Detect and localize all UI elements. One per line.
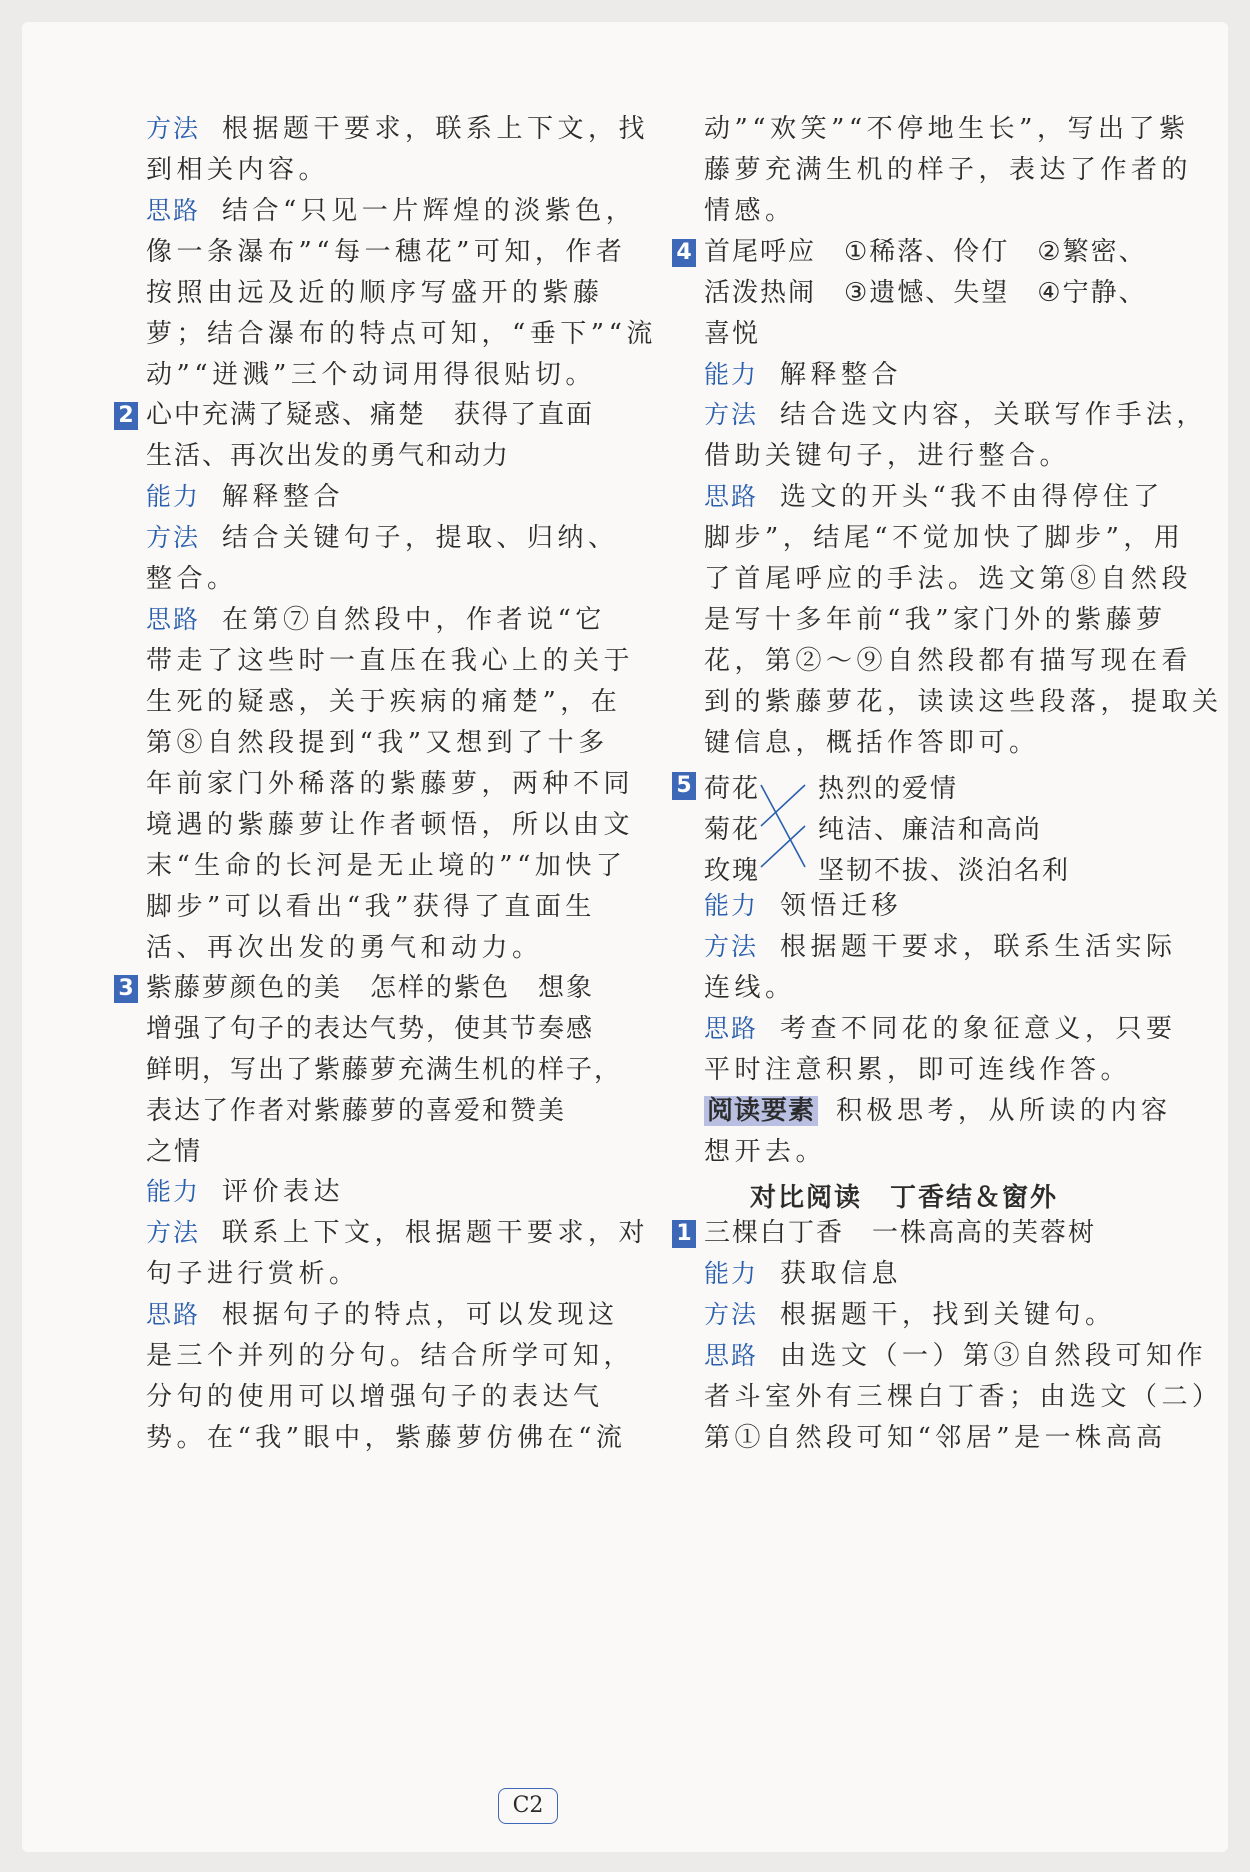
q3-cont-line-1: 动”“欢笑”“不停地生长”，写出了紫 — [704, 114, 1190, 144]
q3-ability: 能力 评价表达 — [146, 1177, 345, 1207]
q2-thinking-line-6: 境遇的紫藤萝让作者顿悟，所以由文 — [146, 810, 635, 840]
q1-thinking-line-2: 像一条瀑布”“每一穗花”可知，作者 — [146, 237, 627, 267]
meaning-purity: 纯洁、廉洁和高尚 — [818, 815, 1043, 845]
q2-thinking-line-8: 脚步”可以看出“我”获得了直面生 — [146, 892, 596, 922]
q2-answer-line-2: 生活、再次出发的勇气和动力 — [146, 441, 511, 471]
q5-ability: 能力 领悟迁移 — [704, 891, 903, 921]
s1-thinking-line-2: 者斗室外有三棵白丁香；由选文（二） — [704, 1382, 1223, 1412]
question-number-badge: 5 — [672, 772, 696, 800]
q2-thinking-line-7: 末“生命的长河是无止境的”“加快了 — [146, 851, 627, 881]
q1-thinking-line-4: 萝；结合瀑布的特点可知，“垂下”“流 — [146, 319, 657, 349]
s1-method: 方法 根据题干，找到关键句。 — [704, 1300, 1116, 1330]
q3-thinking-line-2: 是三个并列的分句。结合所学可知， — [146, 1341, 635, 1371]
page-number: C2 — [498, 1788, 558, 1824]
q2-thinking-line-9: 活、再次出发的勇气和动力。 — [146, 933, 543, 963]
q4-thinking-line-3: 了首尾呼应的手法。选文第⑧自然段 — [704, 564, 1193, 594]
q2-ability: 能力 解释整合 — [146, 482, 345, 512]
q2-method-line-1: 方法 结合关键句子，提取、归纳、 — [146, 523, 619, 553]
match-line-rose — [761, 826, 805, 867]
match-line-chrysanthemum — [761, 785, 805, 826]
q1-method-line-1: 方法 根据题干要求，联系上下文，找 — [146, 114, 650, 144]
s1-thinking-line-3: 第①自然段可知“邻居”是一株高高 — [704, 1423, 1167, 1453]
q3-answer-line-2: 增强了句子的表达气势，使其节奏感 — [146, 1014, 595, 1044]
question-number-badge: 1 — [672, 1220, 696, 1248]
q3-method-line-1: 方法 联系上下文，根据题干要求，对 — [146, 1218, 650, 1248]
question-number-badge: 2 — [114, 402, 138, 430]
q3-answer-line-3: 鲜明，写出了紫藤萝充满生机的样子， — [146, 1055, 623, 1085]
q3-answer-line-5: 之情 — [146, 1137, 203, 1167]
match-line-lotus — [761, 785, 805, 867]
q2-thinking-line-5: 年前家门外稀落的紫藤萝，两种不同 — [146, 769, 635, 799]
reading-element-label: 阅读要素 — [704, 1096, 818, 1126]
answer-page — [22, 22, 1228, 1852]
q4-method-line-1: 方法 结合选文内容，关联写作手法， — [704, 400, 1208, 430]
q3-thinking-line-1: 思路 根据句子的特点，可以发现这 — [146, 1300, 619, 1330]
q4-answer-line-1: 4 首尾呼应 ①稀落、伶仃 ②繁密、 — [704, 237, 1174, 271]
q5-method-line-2: 连线。 — [704, 973, 796, 1003]
meaning-tenacity: 坚韧不拔、淡泊名利 — [818, 856, 1071, 886]
q4-ability: 能力 解释整合 — [704, 360, 903, 390]
s1-answer: 1 三棵白丁香 一株高高的芙蓉树 — [704, 1218, 1174, 1252]
s1-ability: 能力 获取信息 — [704, 1259, 903, 1289]
q3-cont-line-2: 藤萝充满生机的样子，表达了作者的 — [704, 155, 1193, 185]
q4-thinking-line-2: 脚步”，结尾“不觉加快了脚步”，用 — [704, 523, 1185, 553]
question-number-badge: 3 — [114, 975, 138, 1003]
question-number-badge: 4 — [672, 239, 696, 267]
flower-chrysanthemum: 菊花 — [704, 815, 761, 845]
q3-cont-line-3: 情感。 — [704, 196, 796, 226]
q1-method-line-2: 到相关内容。 — [146, 155, 330, 185]
q2-thinking-line-3: 生死的疑惑，关于疾病的痛楚”，在 — [146, 687, 622, 717]
q5-matching — [676, 768, 1174, 888]
meaning-passionate-love: 热烈的爱情 — [818, 774, 959, 804]
q1-thinking-line-1: 思路 结合“只见一片辉煌的淡紫色， — [146, 196, 637, 226]
q2-method-line-2: 整合。 — [146, 564, 238, 594]
q4-answer-line-2: 活泼热闹 ③遗憾、失望 ④宁静、 — [704, 278, 1147, 308]
q3-thinking-line-4: 势。在“我”眼中，紫藤萝仿佛在“流 — [146, 1423, 627, 1453]
matching-lines — [695, 768, 835, 888]
q4-thinking-line-4: 是写十多年前“我”家门外的紫藤萝 — [704, 605, 1167, 635]
q2-thinking-line-1: 思路 在第⑦自然段中，作者说“它 — [146, 605, 606, 635]
q2-thinking-line-4: 第⑧自然段提到“我”又想到了十多 — [146, 728, 609, 758]
q3-answer-line-1: 3 紫藤萝颜色的美 怎样的紫色 想象 — [146, 973, 616, 1007]
q4-method-line-2: 借助关键句子，进行整合。 — [704, 441, 1071, 471]
reading-element-line-2: 想开去。 — [704, 1137, 827, 1167]
s1-thinking-line-1: 思路 由选文（一）第③自然段可知作 — [704, 1341, 1208, 1371]
q5-method-line-1: 方法 根据题干要求，联系生活实际 — [704, 932, 1177, 962]
section-heading: 对比阅读 丁香结＆窗外 — [750, 1183, 1059, 1213]
q5-thinking-line-2: 平时注意积累，即可连线作答。 — [704, 1055, 1132, 1085]
q5-thinking-line-1: 思路 考查不同花的象征意义，只要 — [704, 1014, 1177, 1044]
q4-thinking-line-6: 到的紫藤萝花，读读这些段落，提取关 — [704, 687, 1223, 717]
q3-thinking-line-3: 分句的使用可以增强句子的表达气 — [146, 1382, 604, 1412]
q3-method-line-2: 句子进行赏析。 — [146, 1259, 360, 1289]
q4-thinking-line-5: 花，第②～⑨自然段都有描写现在看 — [704, 646, 1193, 676]
q4-thinking-line-1: 思路 选文的开头“我不由得停住了 — [704, 482, 1164, 512]
q1-thinking-line-3: 按照由远及近的顺序写盛开的紫藤 — [146, 278, 604, 308]
q2-answer-line-1: 2 心中充满了疑惑、痛楚 获得了直面 — [146, 400, 616, 434]
q3-answer-line-4: 表达了作者对紫藤萝的喜爱和赞美 — [146, 1096, 567, 1126]
flower-lotus: 荷花 — [704, 774, 761, 804]
q2-thinking-line-2: 带走了这些时一直压在我心上的关于 — [146, 646, 635, 676]
q4-answer-line-3: 喜悦 — [704, 319, 761, 349]
q4-thinking-line-7: 键信息，概括作答即可。 — [704, 728, 1040, 758]
q1-thinking-line-5: 动”“迸溅”三个动词用得很贴切。 — [146, 360, 596, 390]
flower-rose: 玫瑰 — [704, 856, 761, 886]
reading-element-line-1: 阅读要素 积极思考，从所读的内容 — [704, 1096, 1174, 1130]
